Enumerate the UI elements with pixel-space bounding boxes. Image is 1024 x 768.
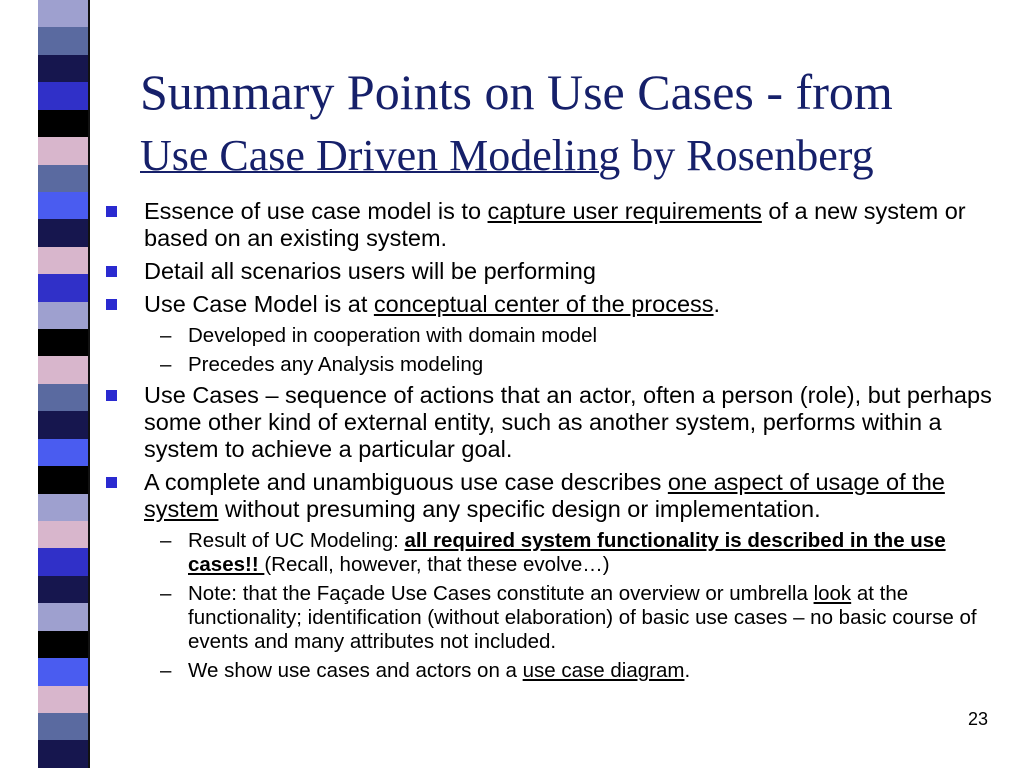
underlined-phrase: use case diagram	[522, 659, 685, 682]
sub-item: – Note: that the Façade Use Cases constitute an overview or umbrella look at the functionality; identification (without elaboration) of basic use cases – no basic course of events and many attributes not included.	[160, 582, 977, 653]
square-bullet-icon	[106, 299, 117, 310]
square-bullet-icon	[106, 266, 117, 277]
sub-item: – Precedes any Analysis modeling	[160, 353, 484, 376]
sub-item: – We show use cases and actors on a use case diagram.	[160, 659, 691, 682]
bullet-item: Essence of use case model is to capture user requirements of a new system or based on an existing system.	[106, 198, 1016, 252]
sub-item: – Developed in cooperation with domain model	[160, 324, 598, 347]
dash-bullet: –	[160, 582, 172, 605]
title-line-2	[140, 124, 1010, 188]
dash-bullet: –	[160, 659, 172, 682]
bullet-item: Detail all scenarios users will be performing	[106, 258, 1016, 285]
title-author: by Rosenberg	[620, 131, 874, 180]
title-line-1: Summary Points on Use Cases - from	[140, 64, 893, 120]
decorative-stripe	[38, 0, 90, 768]
title-book-name: Use Case Driven Modeling	[140, 131, 621, 180]
underlined-phrase: conceptual center of the process	[373, 291, 714, 317]
underlined-phrase: capture user requirements	[487, 198, 762, 224]
square-bullet-icon	[106, 477, 117, 488]
square-bullet-icon	[106, 390, 117, 401]
dash-bullet: –	[160, 324, 172, 347]
bullet-item: Use Cases – sequence of actions that an actor, often a person (role), but perhaps some other kind of external entity, such as another system, performs within a system to achieve a particular goal.	[106, 382, 1016, 463]
bold-underlined-phrase: all required system functionality is described in the use cases!!	[188, 529, 946, 576]
dash-bullet: –	[160, 353, 172, 376]
bullet-item: Use Case Model is at conceptual center of the process.	[106, 291, 1016, 318]
slide-body	[106, 198, 1016, 688]
dash-bullet: –	[160, 529, 172, 552]
bullet-item: A complete and unambiguous use case describes one aspect of usage of the system without presuming any specific design or implementation.	[106, 469, 1016, 523]
sub-item: – Result of UC Modeling: all required system functionality is described in the use cases!! (Recall, however, that these evolve…)	[160, 529, 946, 576]
slide-title	[140, 60, 1010, 188]
underlined-phrase: look	[813, 582, 852, 605]
square-bullet-icon	[106, 206, 117, 217]
page-number: 23	[968, 709, 989, 729]
underlined-phrase: one aspect of usage of the system	[144, 469, 945, 522]
